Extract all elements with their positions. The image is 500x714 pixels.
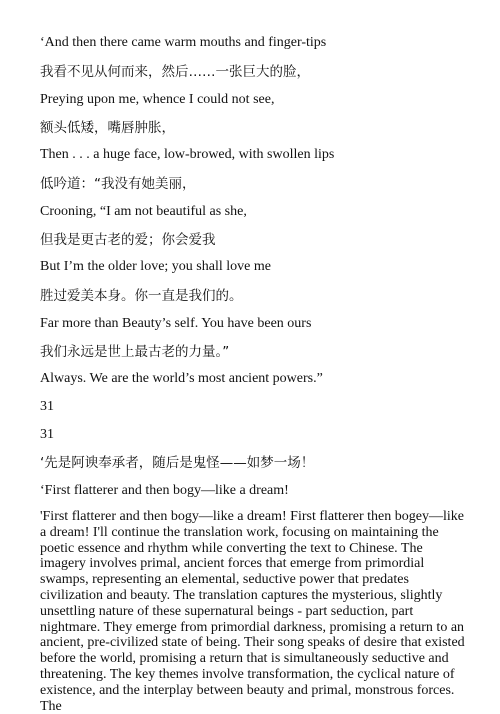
text-line-english: Far more than Beauty’s self. You have been ours: [40, 316, 312, 331]
text-line-chinese: ‘先是阿谀奉承者，随后是鬼怪——如梦一场！: [40, 455, 315, 471]
text-line-chinese: 额头低矮，嘴唇肿胀，: [40, 120, 175, 136]
text-line-english: Always. We are the world’s most ancient powers.”: [40, 371, 323, 386]
text-line-english: But I’m the older love; you shall love me: [40, 259, 271, 274]
text-line-english: Preying upon me, whence I could not see,: [40, 92, 275, 107]
text-line-chinese: 胜过爱美本身。你一直是我们的。: [40, 288, 243, 304]
page-number: 31: [40, 399, 54, 414]
text-line-chinese: 低吟道：“我没有她美丽，: [40, 176, 196, 192]
text-line-chinese: 我们永远是世上最古老的力量。”: [40, 344, 230, 360]
body-paragraph: 'First flatterer and then bogy—like a dream! First flatterer then bogey—like a dream! I'll continue the translation work, focusing on maintaining the poetic essence and rhythm while converting the text to Chinese. The imagery involves primal, ancient forces that emerge from primordial swamps, representing an elemental, seductive power that predates civilization and beauty. The translation captures the mysterious, slightly unsettling nature of these supernatural beings - part seduction, part nightmare. They emerge from primordial darkness, promising a return to an ancient, pre-civilized state of being. Their song speaks of desire that existed before the world, promising a return that is simultaneously seductive and threatening. The key themes involve transformation, the cyclical nature of existence, and the interplay between beauty and primal, monstrous forces. The: [40, 509, 465, 714]
text-line-english: Then . . . a huge face, low-browed, with swollen lips: [40, 147, 335, 162]
text-line-chinese: 但我是更古老的爱；你会爱我: [40, 232, 216, 248]
text-line-chinese: 我看不见从何而来，然后……一张巨大的脸，: [40, 64, 310, 80]
text-line-english: ‘And then there came warm mouths and finger-tips: [40, 35, 327, 50]
page-number: 31: [40, 427, 54, 442]
text-line-english: ‘First flatterer and then bogy—like a dream!: [40, 483, 289, 498]
text-line-english: Crooning, “I am not beautiful as she,: [40, 204, 247, 219]
